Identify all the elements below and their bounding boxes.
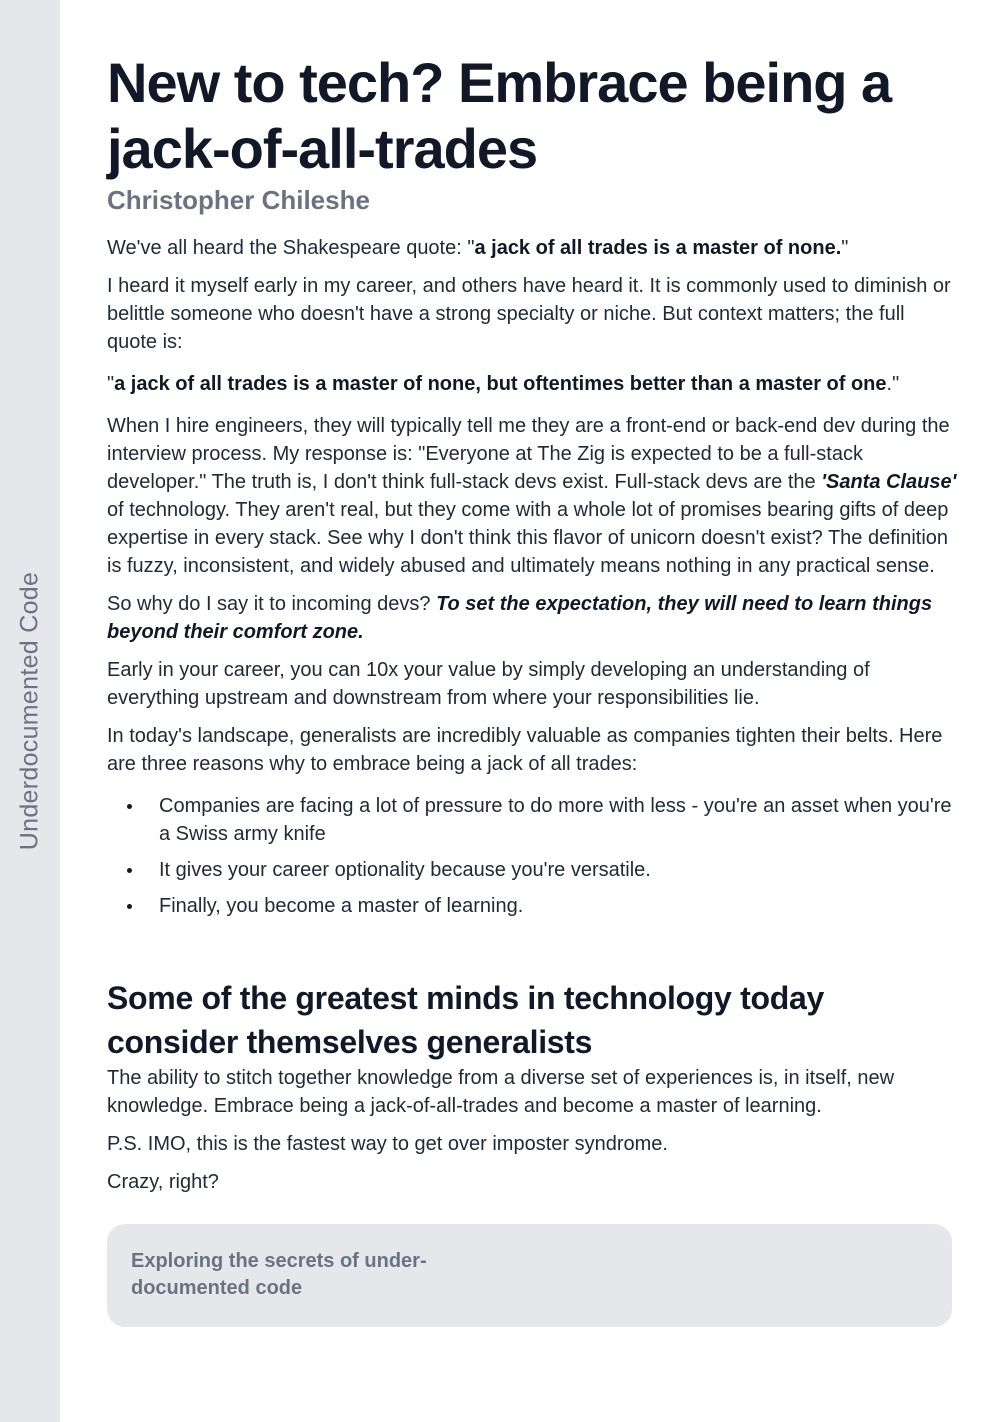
full-quote-bold: a jack of all trades is a master of none, but oftentimes better than a master of one xyxy=(114,373,887,395)
section-heading: Some of the greatest minds in technology today consider themselves generalists xyxy=(107,980,824,1060)
list-item: Companies are facing a lot of pressure to do more with less - you're an asset when you're a Swiss army knife xyxy=(159,792,957,848)
santa-clause-emphasis: 'Santa Clause' xyxy=(821,471,957,493)
paragraph-hiring: When I hire engineers, they will typically tell me they are a front-end or back-end dev during the interview process. My response is: "Everyone at The Zig is expected to be a full-stack developer." The truth is, I don't think full-stack devs exist. Full-stack devs are the 'Santa Clause' of technology. They aren't real, but they come with a whole lot of promises bearing gifts of deep expertise in every stack. See why I don't think this flavor of unicorn doesn't exist? The definition is fuzzy, inconsistent, and widely abused and ultimately means nothing in any practical sense. xyxy=(107,415,957,577)
side-bar xyxy=(0,0,60,1422)
paragraph-value: Early in your career, you can 10x your value by simply developing an understanding of everything upstream and downstream from where your responsibilities lie. xyxy=(107,659,870,709)
quote-bold: a jack of all trades is a master of none. xyxy=(474,237,842,259)
footer-card xyxy=(107,1224,952,1327)
reasons-list xyxy=(107,792,957,920)
paragraph-why: So why do I say it to incoming devs? To set the expectation, they will need to learn things beyond their comfort zone. xyxy=(107,593,933,643)
footer-tagline: Exploring the secrets of under-documented code xyxy=(131,1250,427,1299)
list-item: It gives your career optionality because you're versatile. xyxy=(159,856,957,884)
paragraph-crazy: Crazy, right? xyxy=(107,1171,219,1193)
paragraph-full-quote: "a jack of all trades is a master of none, but oftentimes better than a master of one." xyxy=(107,373,900,395)
expectation-emphasis: To set the expectation, they will need to learn things beyond their comfort zone. xyxy=(107,593,933,643)
publication-name: Underdocumented Code xyxy=(15,571,44,851)
paragraph-ps: P.S. IMO, this is the fastest way to get over imposter syndrome. xyxy=(107,1133,668,1155)
article xyxy=(107,0,957,1327)
paragraph-landscape: In today's landscape, generalists are incredibly valuable as companies tighten their belts. Here are three reasons why to embrace being a jack of all trades: xyxy=(107,725,943,775)
author-name: Christopher Chileshe xyxy=(107,185,370,215)
paragraph-stitch: The ability to stitch together knowledge from a diverse set of experiences is, in itself, new knowledge. Embrace being a jack-of-all-trades and become a master of learning. xyxy=(107,1067,895,1117)
list-item: Finally, you become a master of learning. xyxy=(159,892,957,920)
paragraph-context: I heard it myself early in my career, and others have heard it. It is commonly used to diminish or belittle someone who doesn't have a strong specialty or niche. But context matters; the full quote is: xyxy=(107,275,951,353)
article-title: New to tech? Embrace being a jack-of-all-trades xyxy=(107,51,892,180)
paragraph-intro: We've all heard the Shakespeare quote: "a jack of all trades is a master of none." xyxy=(107,237,849,259)
